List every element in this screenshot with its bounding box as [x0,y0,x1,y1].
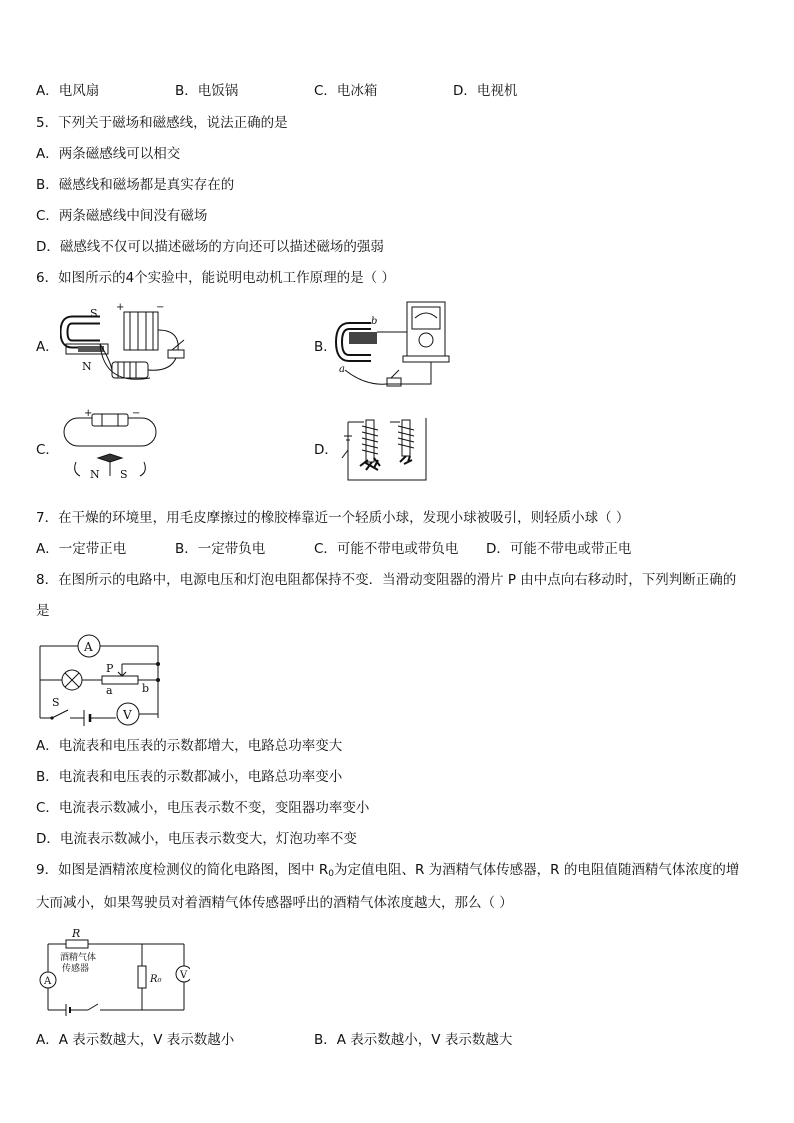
q8-end-a-label: a [106,684,113,697]
q8-circuit-figure [38,626,164,726]
q6a-s-label: S [90,307,98,320]
q7-option-a: A．一定带正电 [36,541,127,557]
q9-voltmeter-label: V [180,970,188,981]
q9-stem-part1: 9．如图是酒精浓度检测仪的简化电路图，图中 R [36,862,329,878]
q8-option-a: A．电流表和电压表的示数都增大，电路总功率变大 [36,738,343,754]
q9-ammeter-label: A [44,976,52,987]
q8-stem-line1: 8．在图所示的电路中，电源电压和灯泡电阻都保持不变．当滑动变阻器的滑片 P 由中点向右移动时，下列判断正确的 [36,572,737,588]
q4-option-c: C．电冰箱 [314,83,378,99]
q6-option-a: A． [36,339,59,355]
q6-option-b: B． [314,339,337,355]
q6-figure-c [60,406,160,484]
q7-option-d: D．可能不带电或带正电 [486,541,632,557]
q7-option-c: C．可能不带电或带负电 [314,541,459,557]
q6-option-d: D． [314,442,338,458]
q6b-b-label: b [371,316,378,327]
q9-stem-line1 [36,860,739,884]
q4-option-a: A．电风扇 [36,83,100,99]
q6c-plus: + [84,408,93,419]
q6c-n-label: N [90,468,100,481]
q8-slider-p-label: P [106,662,114,675]
q8-option-c: C．电流表示数减小，电压表示数不变，变阻器功率变小 [36,800,370,816]
q9-option-b: B．A 表示数越小，V 表示数越大 [314,1032,513,1048]
q5-stem: 5．下列关于磁场和磁感线，说法正确的是 [36,115,288,131]
q5-option-a: A．两条磁感线可以相交 [36,146,181,162]
q6-stem: 6．如图所示的4个实验中，能说明电动机工作原理的是（ ） [36,270,395,286]
q8-option-d: D．电流表示数减小，电压表示数变大，灯泡功率不变 [36,831,357,847]
q9-stem-line2: 大而减小，如果驾驶员对着酒精气体传感器呼出的酒精气体浓度越大，那么（ ） [36,895,513,911]
q8-stem-line2: 是 [36,603,50,619]
q9-r0-label: R₀ [150,974,162,985]
q9-r-label: R [72,927,81,940]
q4-option-d: D．电视机 [453,83,518,99]
q6c-minus: − [132,408,141,419]
q6-figure-b [335,298,455,393]
q8-voltmeter-label: V [123,708,132,722]
q9-circuit-figure [38,926,190,1018]
q6c-s-label: S [120,468,128,481]
q9-stem-subscript: 0 [328,869,334,879]
q8-end-b-label: b [142,682,150,695]
q5-option-c: C．两条磁感线中间没有磁场 [36,208,208,224]
q8-option-b: B．电流表和电压表的示数都减小，电路总功率变小 [36,769,343,785]
q6b-a-label: a [339,364,345,375]
q8-switch-label: S [52,696,60,709]
q6-figure-d [338,414,430,484]
q6-option-c: C． [36,442,59,458]
q6a-plus: + [116,302,125,313]
q9-option-a: A．A 表示数越大，V 表示数越小 [36,1032,235,1048]
q6a-minus: − [156,302,165,313]
q9-sensor-label-2: 传感器 [62,964,90,974]
q9-stem-part2: 为定值电阻、R 为酒精气体传感器，R 的电阻值随酒精气体浓度的增 [334,862,740,878]
q6-figure-a [60,300,200,395]
q7-stem: 7．在干燥的环境里，用毛皮摩擦过的橡胶棒靠近一个轻质小球，发现小球被吸引，则轻质小球（ ） [36,510,630,526]
q8-ammeter-label: A [84,640,93,654]
q6a-n-label: N [82,360,92,373]
q5-option-d: D．磁感线不仅可以描述磁场的方向还可以描述磁场的强弱 [36,239,384,255]
q9-sensor-label-1: 酒精气体 [60,953,97,963]
q7-option-b: B．一定带负电 [175,541,266,557]
q5-option-b: B．磁感线和磁场都是真实存在的 [36,177,235,193]
q4-option-b: B．电饭锅 [175,83,239,99]
